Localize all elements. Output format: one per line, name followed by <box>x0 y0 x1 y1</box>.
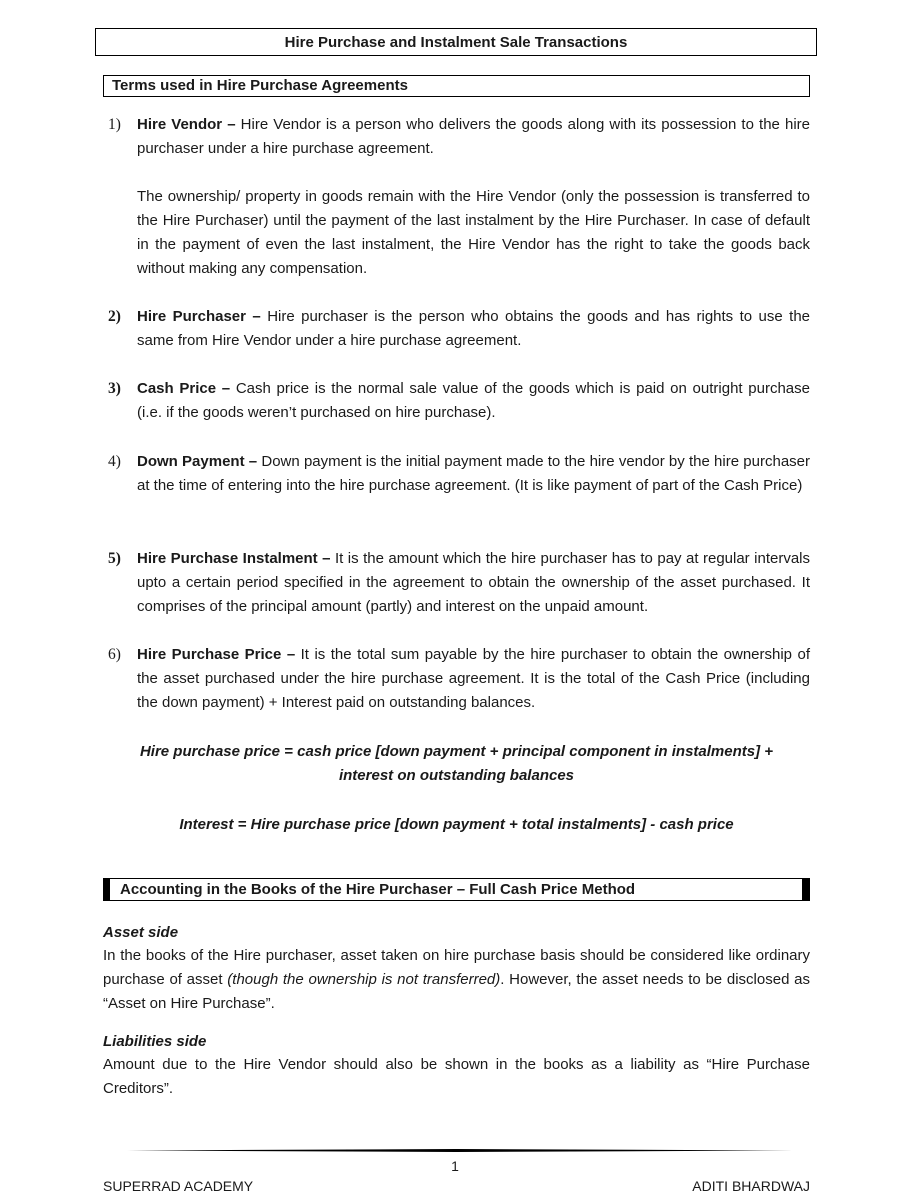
term-definition: Hire Vendor is a person who delivers the goods along with its possession to the hire purchaser under a hire purchase agreement. <box>137 116 811 157</box>
term-name: Hire Purchase Price – <box>137 646 296 663</box>
page-number: 1 <box>451 1158 459 1174</box>
asset-text-part1: In the books of the Hire purchaser, asset taken on hire purchase basis should be considered like ordinary purchase of asset <box>103 947 810 988</box>
section-heading-terms: Terms used in Hire Purchase Agreements <box>103 75 810 97</box>
term-definition: It is the amount which the hire purchaser has to pay at regular intervals upto a certain period specified in the agreement to obtain the ownership of the asset purchased. It comprises of the principal amount (partly) and interest on the unpaid amount. <box>137 550 811 615</box>
term-definition: Cash price is the normal sale value of the goods which is paid on outright purchase (i.e. if the goods weren’t purchased on hire purchase). <box>137 380 810 421</box>
footer-academy-name: SUPERRAD ACADEMY <box>103 1178 254 1194</box>
paragraph-asset-side <box>103 944 810 1016</box>
term-number: 3) <box>108 380 121 397</box>
term-number: 4) <box>108 453 121 470</box>
section-heading-accounting <box>103 878 810 901</box>
term-name: Down Payment – <box>137 453 258 470</box>
formula-hire-purchase-price-line1: Hire purchase price = cash price [down payment + principal component in instalments] + <box>139 743 774 760</box>
heading-bar-accent-left <box>103 878 110 901</box>
term-item-hire-vendor <box>108 113 810 281</box>
term-number: 5) <box>108 550 121 567</box>
term-name: Cash Price – <box>137 380 231 397</box>
formula-interest: Interest = Hire purchase price [down payment + total instalments] - cash price <box>179 816 734 833</box>
page-title: Hire Purchase and Instalment Sale Transactions <box>95 28 817 56</box>
subheading-asset-side: Asset side <box>103 924 179 941</box>
term-definition: Hire purchaser is the person who obtains the goods and has rights to use the same from Hire Vendor under a hire purchase agreement. <box>137 308 811 349</box>
asset-text-part2: . However, the asset needs to be disclosed as “Asset on Hire Purchase”. <box>103 971 810 1012</box>
term-item-down-payment <box>108 450 810 498</box>
heading-bar-accent-right <box>802 878 810 901</box>
subheading-liabilities-side: Liabilities side <box>103 1033 207 1050</box>
term-name: Hire Purchase Instalment – <box>137 550 331 567</box>
formula-hire-purchase-price-line2: interest on outstanding balances <box>338 767 575 784</box>
term-name: Hire Vendor – <box>137 116 236 133</box>
footer-divider <box>118 1149 794 1152</box>
paragraph-liabilities-side: Amount due to the Hire Vendor should also be shown in the books as a liability as “Hire Purchase Creditors”. <box>103 1056 810 1097</box>
footer-author-name: ADITI BHARDWAJ <box>692 1178 810 1194</box>
term-extra-paragraph: The ownership/ property in goods remain with the Hire Vendor (only the possession is transferred to the Hire Purchaser) until the payment of the last instalment by the Hire Purchaser. In case of default in the payment of even the last instalment, the Hire Vendor has the right to take the goods back without making any compensation. <box>137 188 810 277</box>
term-item-hire-purchase-instalment <box>108 547 810 619</box>
term-item-hire-purchaser <box>108 305 810 353</box>
term-number: 1) <box>108 116 121 133</box>
term-definition: Down payment is the initial payment made to the hire vendor by the hire purchaser at the time of entering into the hire purchase agreement. (It is like payment of part of the Cash Price) <box>137 453 810 494</box>
term-item-hire-purchase-price <box>108 643 810 715</box>
asset-text-italic: (though the ownership is not transferred) <box>227 971 501 988</box>
term-definition: It is the total sum payable by the hire purchaser to obtain the ownership of the asset purchased under the hire purchase agreement. It is the total of the Cash Price (including the down payment) + Interest paid on outstanding balances. <box>137 646 810 711</box>
term-name: Hire Purchaser – <box>137 308 261 325</box>
term-item-cash-price <box>108 377 810 425</box>
section-heading-text: Accounting in the Books of the Hire Purchaser – Full Cash Price Method <box>120 881 636 898</box>
term-number: 2) <box>108 308 121 325</box>
term-number: 6) <box>108 646 121 663</box>
